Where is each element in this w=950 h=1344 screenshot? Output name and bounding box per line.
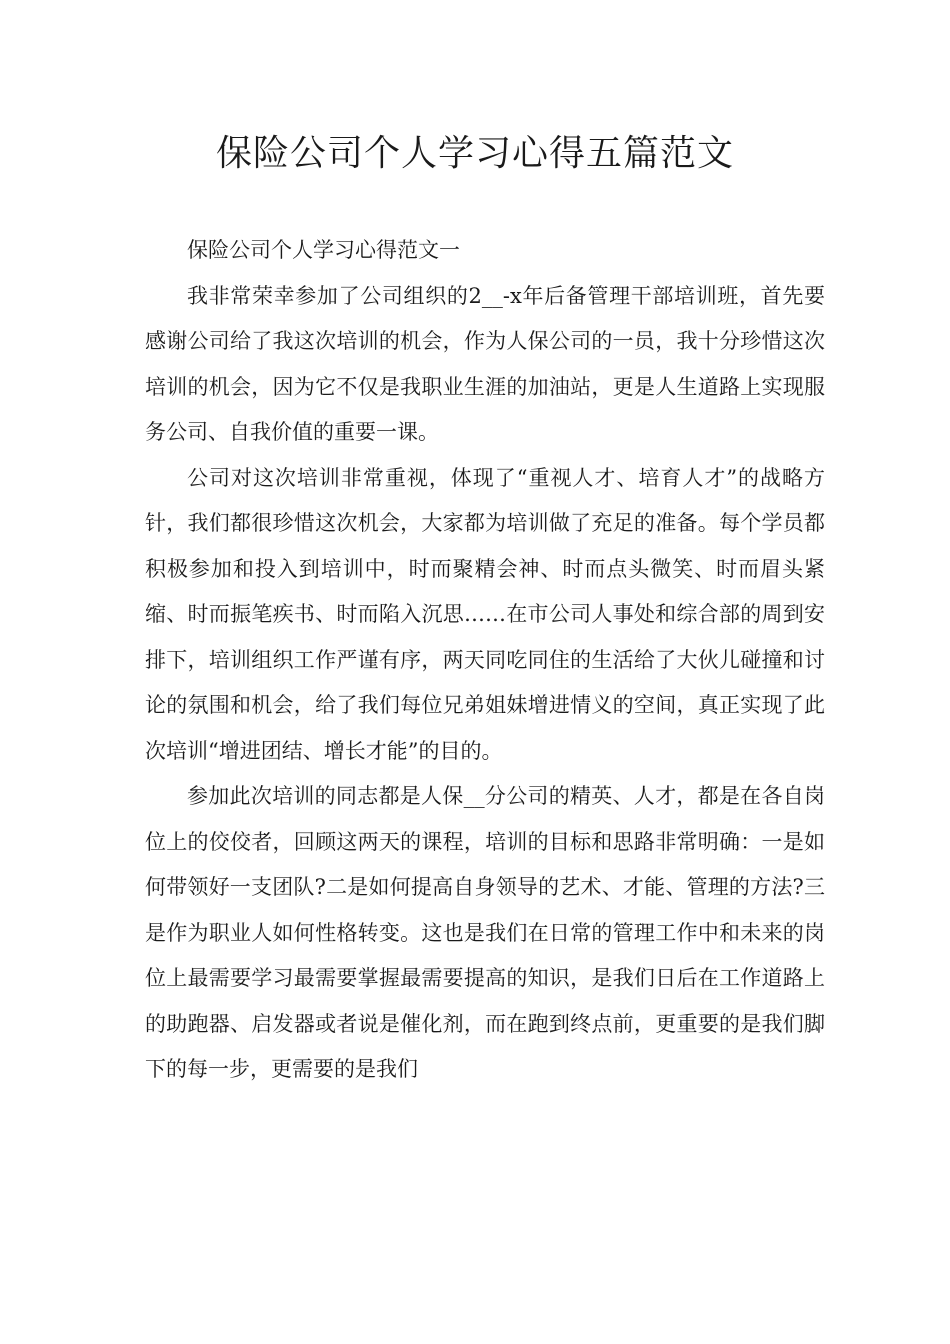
paragraph-3: 参加此次培训的同志都是人保__分公司的精英、人才，都是在各自岗位上的佼佼者，回顾这两天的课程，培训的目标和思路非常明确：一是如何带领好一支团队?二是如何提高自身领导的艺术、才能、管理的方法?三是作为职业人如何性格转变。这也是我们在日常的管理工作中和未来的岗位上最需要学习最需要掌握最需要提高的知识，是我们日后在工作道路上的助跑器、启发器或者说是催化剂，而在跑到终点前，更重要的是我们脚下的每一步，更需要的是我们	[145, 784, 825, 1081]
paragraph-2: 公司对这次培训非常重视，体现了“重视人才、培育人才”的战略方针，我们都很珍惜这次机会，大家都为培训做了充足的准备。每个学员都积极参加和投入到培训中，时而聚精会神、时而点头微笑、时而眉头紧缩、时而振笔疾书、时而陷入沉思……在市公司人事处和综合部的周到安排下，培训组织工作严谨有序，两天同吃同住的生活给了大伙儿碰撞和讨论的氛围和机会，给了我们每位兄弟姐妹增进情义的空间，真正实现了此次培训“增进团结、增长才能”的目的。	[145, 465, 825, 763]
section-heading: 保险公司个人学习心得范文一	[187, 238, 460, 262]
document-title: 保险公司个人学习心得五篇范文	[215, 133, 734, 174]
paragraph-1: 我非常荣幸参加了公司组织的2__-x年后备管理干部培训班，首先要感谢公司给了我这次培训的机会，作为人保公司的一员，我十分珍惜这次培训的机会，因为它不仅是我职业生涯的加油站，更是人生道路上实现服务公司、自我价值的重要一课。	[145, 283, 825, 444]
document-body	[145, 228, 825, 1093]
